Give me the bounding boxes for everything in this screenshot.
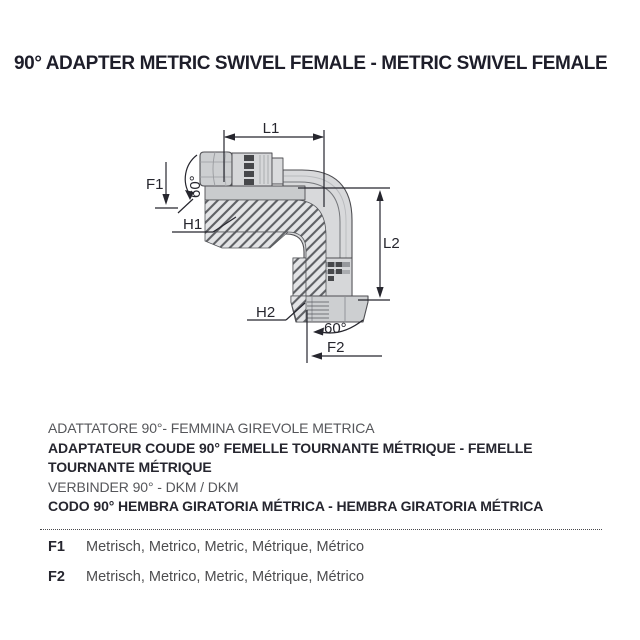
dim-label-l1: L1 [262, 120, 280, 137]
top-step [272, 158, 283, 184]
top-hex-nut [200, 152, 232, 186]
spec-value-f2: Metrisch, Metrico, Metric, Métrique, Métrico [86, 569, 365, 585]
spec-key-f1: F1 [48, 539, 65, 555]
dim-label-f1: F1 [146, 176, 164, 193]
dim-label-l2: L2 [383, 235, 400, 252]
description-italian: ADATTATORE 90°- FEMMINA GIREVOLE METRICA [48, 420, 375, 436]
spec-row-f2 [48, 569, 588, 585]
dotted-divider [40, 529, 602, 530]
thread-section-hatch [205, 232, 288, 248]
dim-label-angle-top: 60° [187, 175, 204, 198]
dim-label-f2: F2 [327, 339, 345, 356]
upper-sleeve [205, 186, 305, 200]
description-german: VERBINDER 90° - DKM / DKM [48, 478, 239, 495]
dim-label-h1: H1 [183, 216, 203, 233]
fitting-body [200, 152, 368, 322]
spec-key-f2: F2 [48, 569, 65, 585]
multilingual-descriptions [48, 419, 553, 517]
dim-label-angle-bottom: 60° [324, 320, 347, 337]
description-french: ADAPTATEUR COUDE 90° FEMELLE TOURNANTE MÉTRIQUE - FEMELLE TOURNANTE MÉTRIQUE [48, 439, 533, 475]
page-title: 90° ADAPTER METRIC SWIVEL FEMALE - METRIC SWIVEL FEMALE [14, 53, 608, 74]
spec-row-f1 [48, 539, 588, 555]
spec-value-f1: Metrisch, Metrico, Metric, Métrique, Métrico [86, 539, 365, 555]
dim-label-h2: H2 [256, 304, 276, 321]
description-spanish: CODO 90° HEMBRA GIRATORIA MÉTRICA - HEMBRA GIRATORIA MÉTRICA [48, 498, 544, 514]
technical-drawing-90deg-elbow [130, 105, 420, 375]
